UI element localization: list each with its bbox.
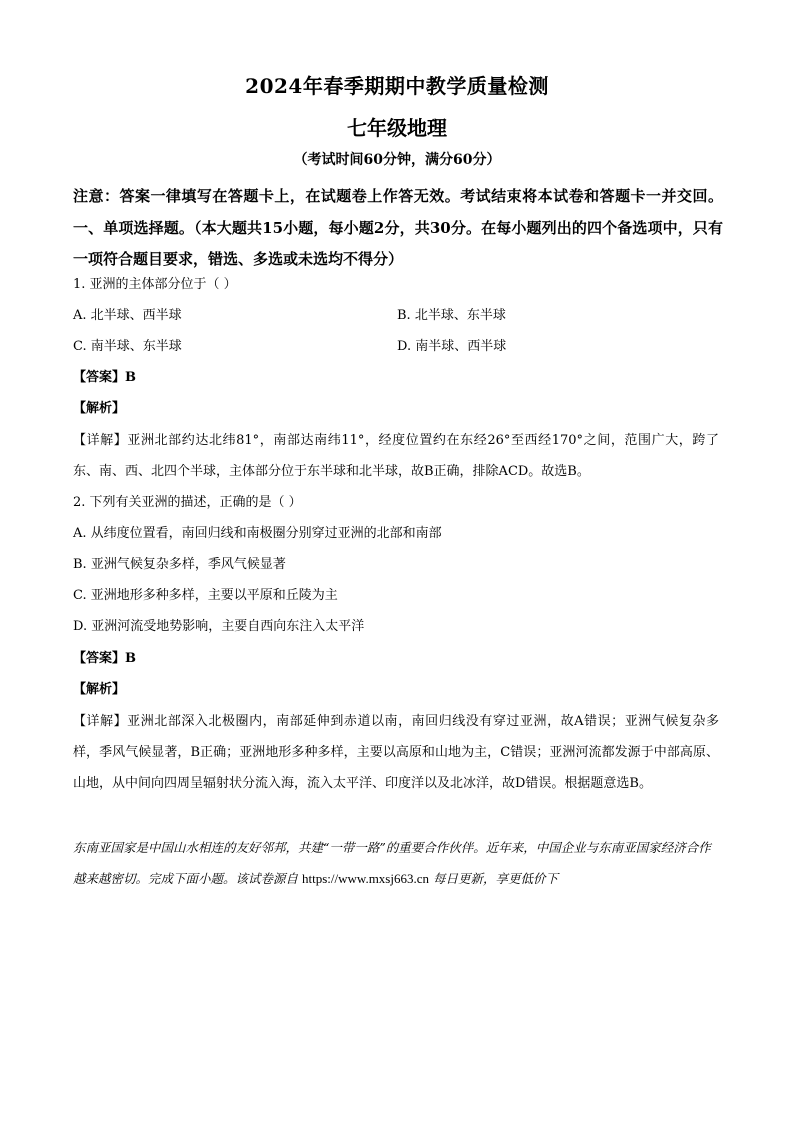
exam-title: 2024年春季期期中教学质量检测: [245, 74, 549, 98]
question-2-option-b: B. 亚洲气候复杂多样，季风气候显著: [73, 557, 286, 572]
question-2-stem: 2. 下列有关亚洲的描述，正确的是（ ）: [73, 495, 302, 510]
material-passage: [73, 832, 723, 894]
question-2-detail: 【详解】亚洲北部深入北极圈内，南部延伸到赤道以南，南回归线没有穿过亚洲，故A错误；亚洲气候复杂多样，季风气候显著，B正确；亚洲地形多种多样，主要以高原和山地为主，C错误；亚洲河流都发源于中部高原、山地，从中间向四周呈辐射状分流入海，流入太平洋、印度洋以及北冰洋，故D错误。根据题意选B。: [73, 714, 719, 791]
question-2-option-c: C. 亚洲地形多种多样，主要以平原和丘陵为主: [73, 588, 338, 603]
material-tail: 每日更新，享更低价下: [432, 871, 558, 886]
question-1-answer: 【答案】B: [73, 370, 136, 385]
source-url[interactable]: https://www.mxsj663.cn: [302, 871, 429, 886]
question-1-analysis-label: 【解析】: [73, 401, 126, 416]
material-text: 东南亚国家是中国山水相连的友好邻邦，共建“一带一路”的重要合作伙伴。近年来，中国企业与东南亚国家经济合作越来越密切。完成下面小题。该试卷源自: [73, 840, 711, 886]
exam-notice: 注意：答案一律填写在答题卡上，在试题卷上作答无效。考试结束将本试卷和答题卡一并交回。一、单项选择题。（本大题共15小题，每小题2分，共30分。在每小题列出的四个备选项中，只有一项符合题目要求，错选、多选或未选均不得分）: [73, 187, 723, 268]
subject-title: 七年级地理: [347, 116, 447, 140]
question-2-option-a: A. 从纬度位置看，南回归线和南极圈分别穿过亚洲的北部和南部: [73, 526, 442, 541]
question-2-analysis-label: 【解析】: [73, 682, 126, 697]
exam-note: （考试时间60分钟，满分60分）: [293, 152, 501, 168]
question-1-detail: 【详解】亚洲北部约达北纬81°，南部达南纬11°，经度位置约在东经26°至西经170°之间，范围广大，跨了东、南、西、北四个半球，主体部分位于东半球和北半球，故B正确，排除ACD。故选B。: [73, 433, 719, 479]
question-2-answer: 【答案】B: [73, 651, 136, 666]
question-1-option-b: B. 北半球、东半球: [397, 308, 506, 323]
question-1-option-d: D. 南半球、西半球: [397, 339, 507, 354]
question-1-option-c: C. 南半球、东半球: [73, 339, 182, 354]
question-1-option-a: A. 北半球、西半球: [73, 308, 182, 323]
question-2-option-d: D. 亚洲河流受地势影响，主要自西向东注入太平洋: [73, 619, 365, 634]
question-1-stem: 1. 亚洲的主体部分位于（ ）: [73, 277, 237, 292]
